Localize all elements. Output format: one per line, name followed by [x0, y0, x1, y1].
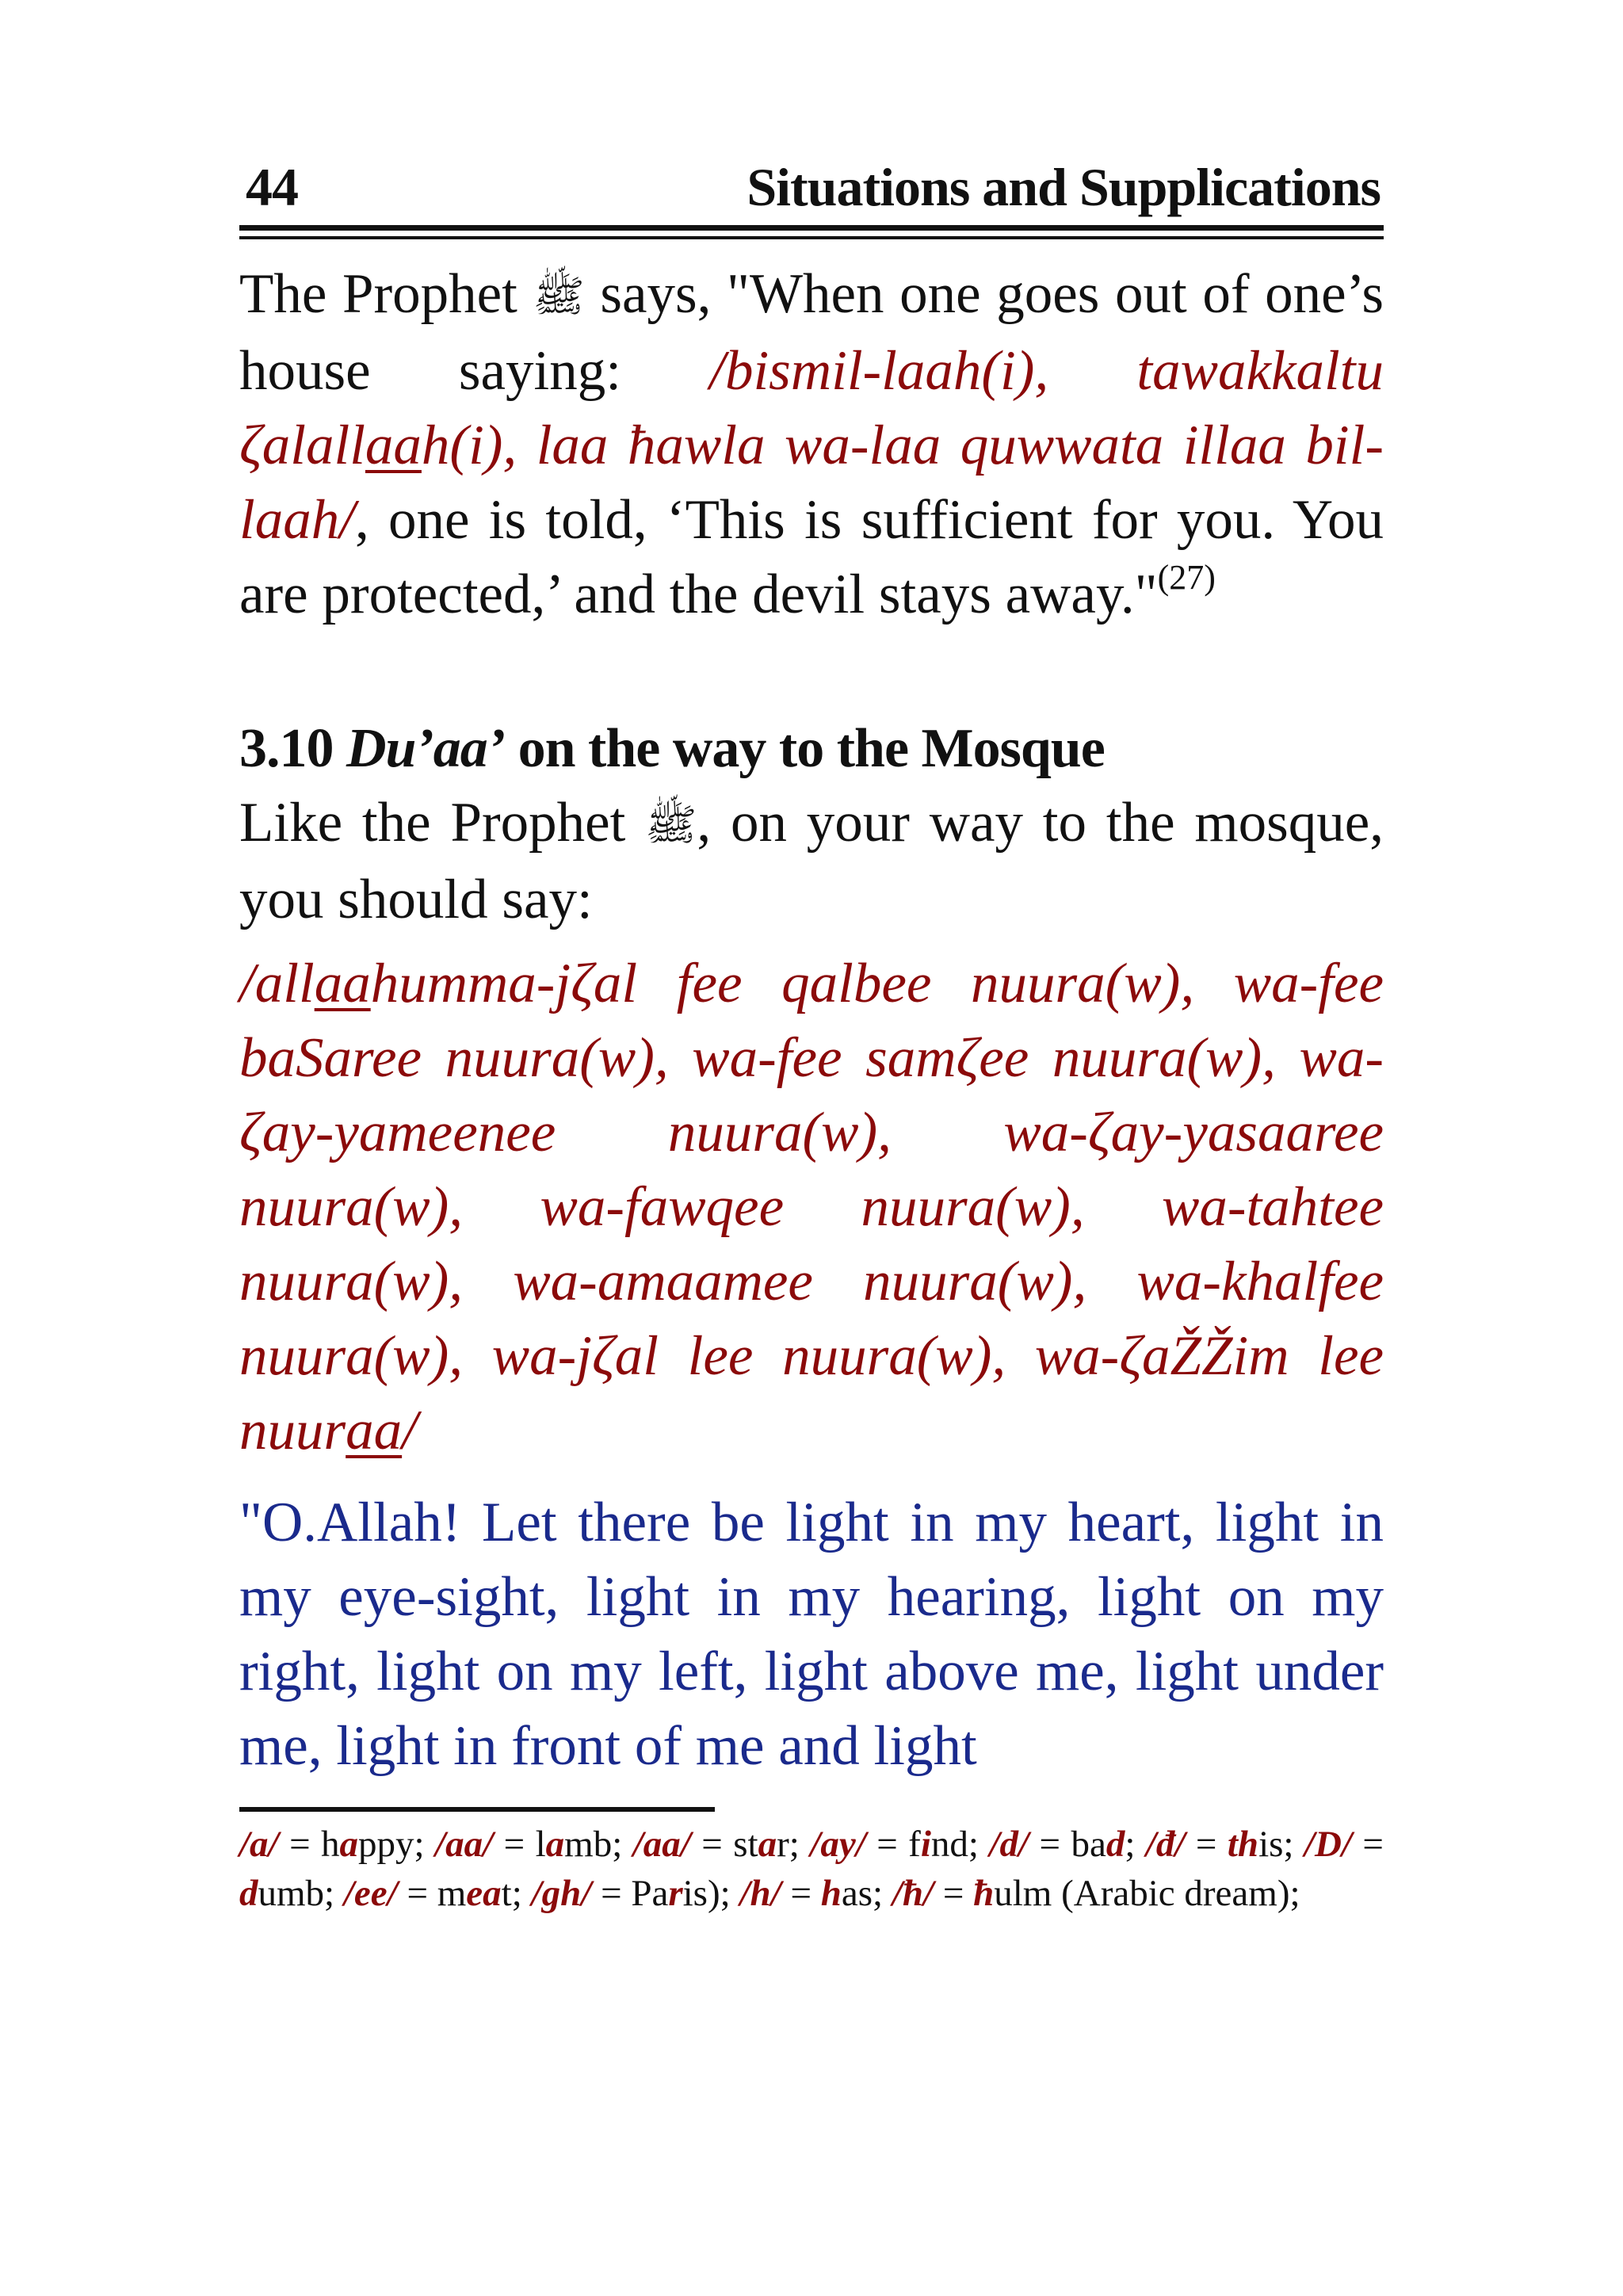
footnote-key: /ee/: [343, 1873, 398, 1914]
footnote-equals: =: [493, 1824, 536, 1865]
footnote-key: /ħ/: [892, 1873, 934, 1914]
footnote-example-highlight: i: [920, 1824, 931, 1865]
dua-part-2-underlined: aa: [346, 1400, 403, 1461]
footnote-example-post: mb;: [564, 1824, 633, 1865]
footnote-example-post: as;: [841, 1873, 892, 1914]
footnote-equals: =: [1351, 1824, 1384, 1865]
footnote-entry: [532, 1873, 740, 1914]
section-heading: [239, 716, 1384, 782]
dua-transliteration: [239, 946, 1384, 1468]
footnote-key: /ay/: [810, 1824, 866, 1865]
footnote-entry: [344, 1873, 532, 1914]
footnote-example-post: is);: [682, 1873, 740, 1914]
footnote-example-pre: st: [733, 1824, 758, 1865]
footnote-equals: =: [397, 1873, 437, 1914]
footnote-key: /aa/: [632, 1824, 691, 1865]
footnote-equals: =: [1185, 1824, 1228, 1865]
footnote-example-post: r;: [777, 1824, 811, 1865]
dua-part-3: /: [402, 1400, 418, 1461]
footnote-entry: [1146, 1824, 1304, 1865]
dua-part-1-underlined: aa: [314, 953, 371, 1014]
footnote-reference: (27): [1157, 558, 1216, 597]
header-rule-thick: [239, 225, 1384, 231]
footnote-example-pre: h: [321, 1824, 340, 1865]
running-title: Situations and Supplications: [747, 157, 1381, 217]
footnote-entry: [739, 1873, 892, 1914]
footnote-equals: =: [865, 1824, 909, 1865]
footnotes: [239, 1820, 1384, 1918]
hadith-transliteration-underlined: aa: [365, 415, 422, 476]
footnote-example-pre: Pa: [631, 1873, 669, 1914]
footnote-entry: [810, 1824, 989, 1865]
footnote-entry: [989, 1824, 1145, 1865]
footnote-example-pre: l: [535, 1824, 546, 1865]
dua-intro-2: , on your way to the mosque, you should say:: [239, 792, 1384, 930]
page-header: [239, 143, 1384, 217]
footnote-key: /D/: [1304, 1824, 1352, 1865]
section-title-rest: on the way to the Mosque: [505, 718, 1105, 779]
hadith-transliteration-b: h(i), laa ħawla wa-laa quwwata illaa bil-laah/: [239, 415, 1384, 551]
pbuh-icon: ﷺ: [645, 800, 697, 850]
footnote-rule: [239, 1807, 715, 1812]
footnote-example-post: ppy;: [358, 1824, 436, 1865]
footnote-key: /d/: [989, 1824, 1029, 1865]
footnote-example-pre: f: [908, 1824, 921, 1865]
dua-translation: "O.Allah! Let there be light in my heart, light in my eye-sight, light in my hearing, light on my right, light on my left, light above me, light under me, light in front of me and light: [239, 1492, 1384, 1777]
section-title-italic: Du’aa’: [346, 718, 506, 779]
footnote-equals: =: [781, 1873, 821, 1914]
pbuh-icon: ﷺ: [533, 271, 585, 321]
book-page: [239, 143, 1384, 1918]
footnote-key: /gh/: [531, 1873, 592, 1914]
footnote-example-post: ;: [1125, 1824, 1146, 1865]
footnote-key: /h/: [739, 1873, 781, 1914]
footnote-example-highlight: ea: [466, 1873, 502, 1914]
hadith-paragraph: [239, 257, 1384, 632]
footnote-example-highlight: ħ: [973, 1873, 995, 1914]
footnote-equals: =: [934, 1873, 974, 1914]
footnote-key: /đ/: [1145, 1824, 1186, 1865]
hadith-intro-1: The Prophet: [239, 263, 533, 325]
footnote-example-highlight: h: [820, 1873, 842, 1914]
footnote-entry: [435, 1824, 633, 1865]
footnote-equals: =: [690, 1824, 734, 1865]
footnote-key: /aa/: [435, 1824, 494, 1865]
footnote-entry: [239, 1824, 435, 1865]
footnote-key: /a/: [239, 1824, 279, 1865]
dua-intro-1: Like the Prophet: [239, 792, 646, 854]
footnote-equals: =: [1029, 1824, 1071, 1865]
footnote-example-highlight: a: [339, 1824, 359, 1865]
footnote-example-post: nd;: [930, 1824, 990, 1865]
hadith-intro-2: says, "When one goes out of one’s house saying:: [239, 263, 1384, 402]
footnote-example-post: t;: [501, 1873, 532, 1914]
footnote-example-pre: ba: [1071, 1824, 1106, 1865]
dua-part-1: /all: [239, 953, 315, 1014]
footnote-entry: [892, 1873, 1300, 1914]
footnote-example-highlight: th: [1227, 1824, 1259, 1865]
footnote-example-pre: m: [437, 1873, 467, 1914]
footnote-equals: =: [591, 1873, 632, 1914]
footnote-example-highlight: r: [668, 1873, 683, 1914]
footnote-equals: =: [278, 1824, 322, 1865]
page-number: 44: [246, 157, 298, 217]
hadith-transliteration-a: /bismil-laah(i), tawakkaltu ζalall: [239, 340, 1384, 476]
footnote-example-post: ulm (Arabic dream);: [994, 1873, 1300, 1914]
footnote-example-highlight: d: [1106, 1824, 1125, 1865]
header-rule-thin: [239, 236, 1384, 239]
dua-intro: [239, 785, 1384, 937]
footnote-example-highlight: a: [758, 1824, 777, 1865]
footnote-example-highlight: d: [239, 1873, 258, 1914]
footnote-entry: [633, 1824, 811, 1865]
footnote-example-post: is;: [1258, 1824, 1304, 1865]
section-number: 3.10: [239, 718, 346, 779]
footnote-example-highlight: a: [545, 1824, 565, 1865]
dua-part-2: humma-jζal fee qalbee nuura(w), wa-fee baSaree nuura(w), wa-fee samζee nuura(w), wa-ζay-yameenee nuura(w), wa-ζay-yasaaree nuura(w), wa-fawqee nuura(w), wa-tahtee nuura(w), wa-amaamee nuura(w), wa-khalfee nuura(w), wa-jζal lee nuura(w), wa-ζaŽŽim lee nuur: [239, 953, 1384, 1461]
hadith-outro: , one is told, ‘This is sufficient for you. You are protected,’ and the devil stays away.": [239, 489, 1384, 625]
footnote-example-post: umb;: [258, 1873, 344, 1914]
